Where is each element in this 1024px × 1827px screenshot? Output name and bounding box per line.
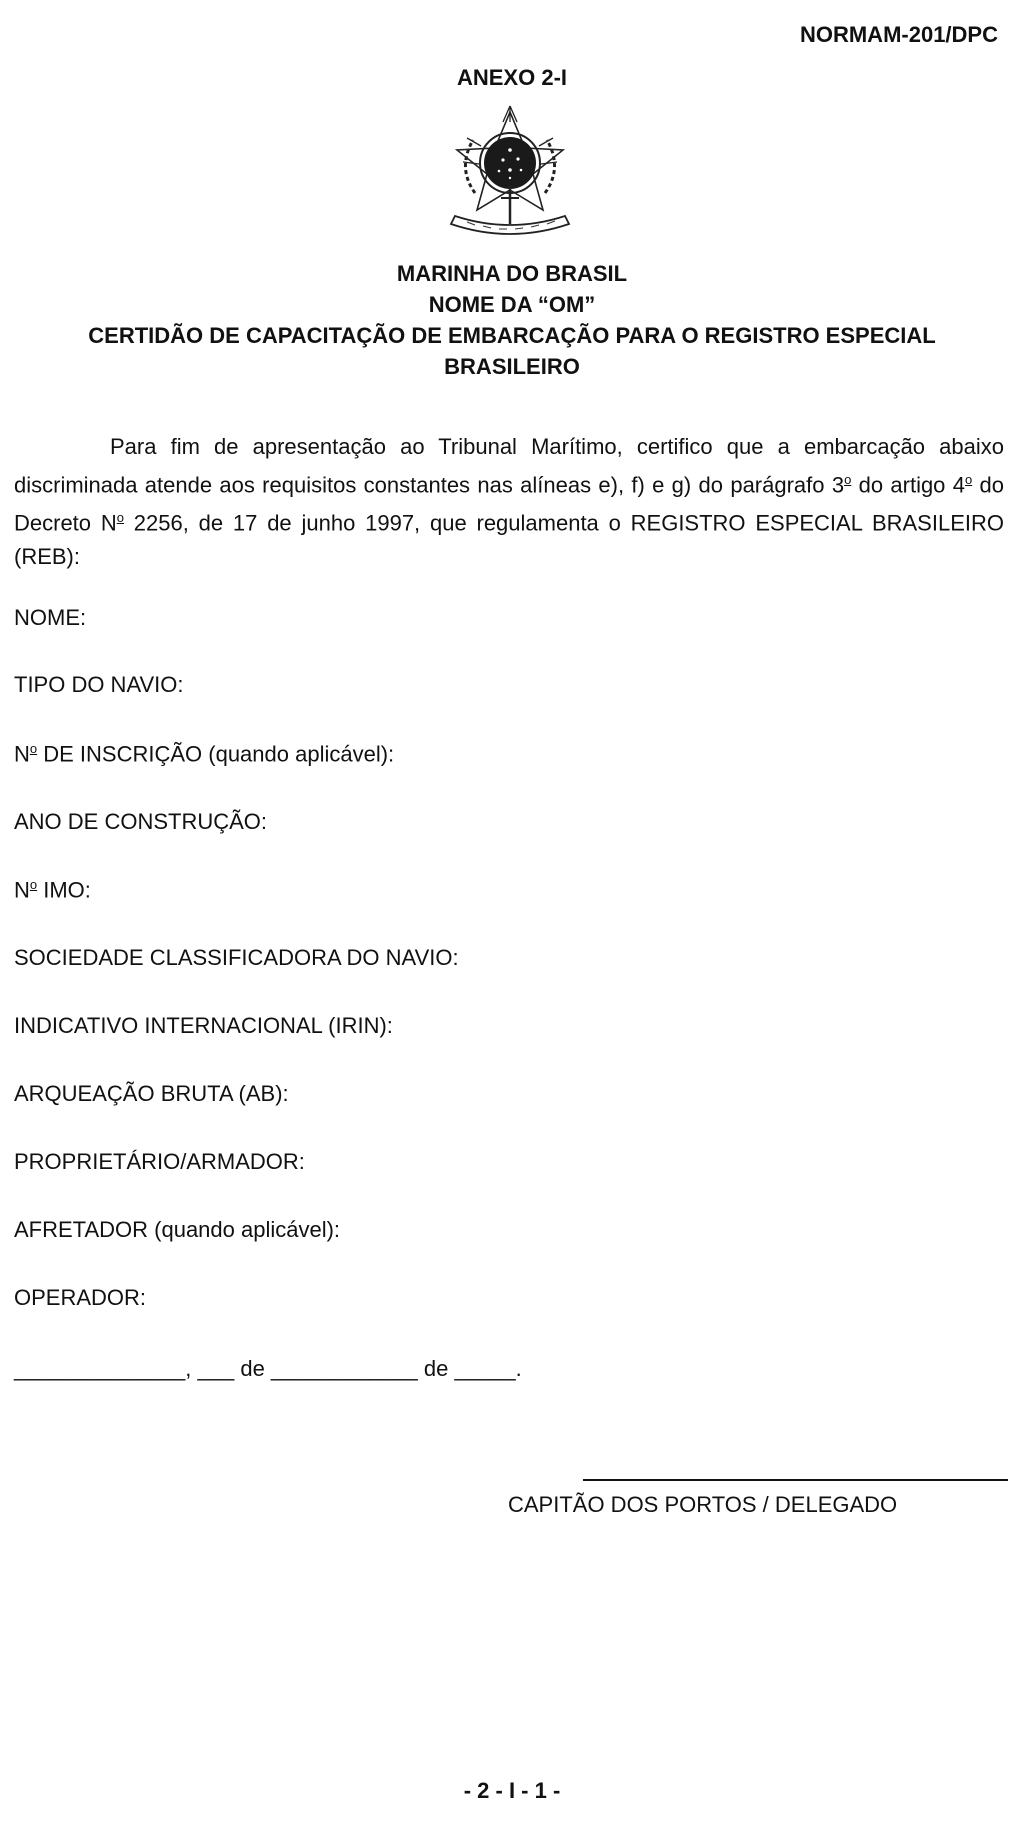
date-place-line: ______________, ___ de ____________ de _____. xyxy=(14,1356,522,1381)
page-number: - 2 - I - 1 - xyxy=(463,1778,561,1803)
field-proprietario-armador: PROPRIETÁRIO/ARMADOR: xyxy=(14,1149,305,1174)
field-afretador: AFRETADOR (quando aplicável): xyxy=(14,1217,341,1242)
field-nome: NOME: xyxy=(14,605,87,630)
document-header xyxy=(40,258,984,382)
brazil-coat-of-arms-icon xyxy=(435,98,585,243)
field-arqueacao-bruta: ARQUEAÇÃO BRUTA (AB): xyxy=(14,1081,289,1106)
field-indicativo-internacional: INDICATIVO INTERNACIONAL (IRIN): xyxy=(14,1013,393,1038)
annex-title: ANEXO 2-I xyxy=(456,65,568,90)
field-operador: OPERADOR: xyxy=(14,1285,147,1310)
om-name: NOME DA “OM” xyxy=(428,292,596,317)
certificate-title-line2: BRASILEIRO xyxy=(444,354,580,379)
certificate-title-line1: CERTIDÃO DE CAPACITAÇÃO DE EMBARCAÇÃO PARA O REGISTRO ESPECIAL xyxy=(88,323,936,348)
field-imo: $N^o$ IMO: xyxy=(14,877,91,903)
organization-name: MARINHA DO BRASIL xyxy=(396,261,628,286)
intro-paragraph: Para fim de apresentação ao Tribunal Marítimo, certifico que a embarcação abaixo discriminada atende aos requisitos constantes nas alíneas e), f) e g) do parágrafo 3$^o$ do artigo 4$^o$ do Decreto $N^o$ 2256, de 17 de junho 1997, que regulamenta o REGISTRO ESPECIAL BRASILEIRO (REB): xyxy=(14,434,1004,569)
document-id: NORMAM-201/DPC xyxy=(799,22,998,47)
field-ano-construcao: ANO DE CONSTRUÇÃO: xyxy=(14,809,268,834)
field-tipo-navio: TIPO DO NAVIO: xyxy=(14,672,184,697)
field-inscricao: $N^o$ DE INSCRIÇÃO (quando aplicável): xyxy=(14,741,395,767)
signature-caption: CAPITÃO DOS PORTOS / DELEGADO xyxy=(508,1492,898,1517)
field-sociedade-classificadora: SOCIEDADE CLASSIFICADORA DO NAVIO: xyxy=(14,945,459,970)
signature-line xyxy=(583,1479,1008,1481)
